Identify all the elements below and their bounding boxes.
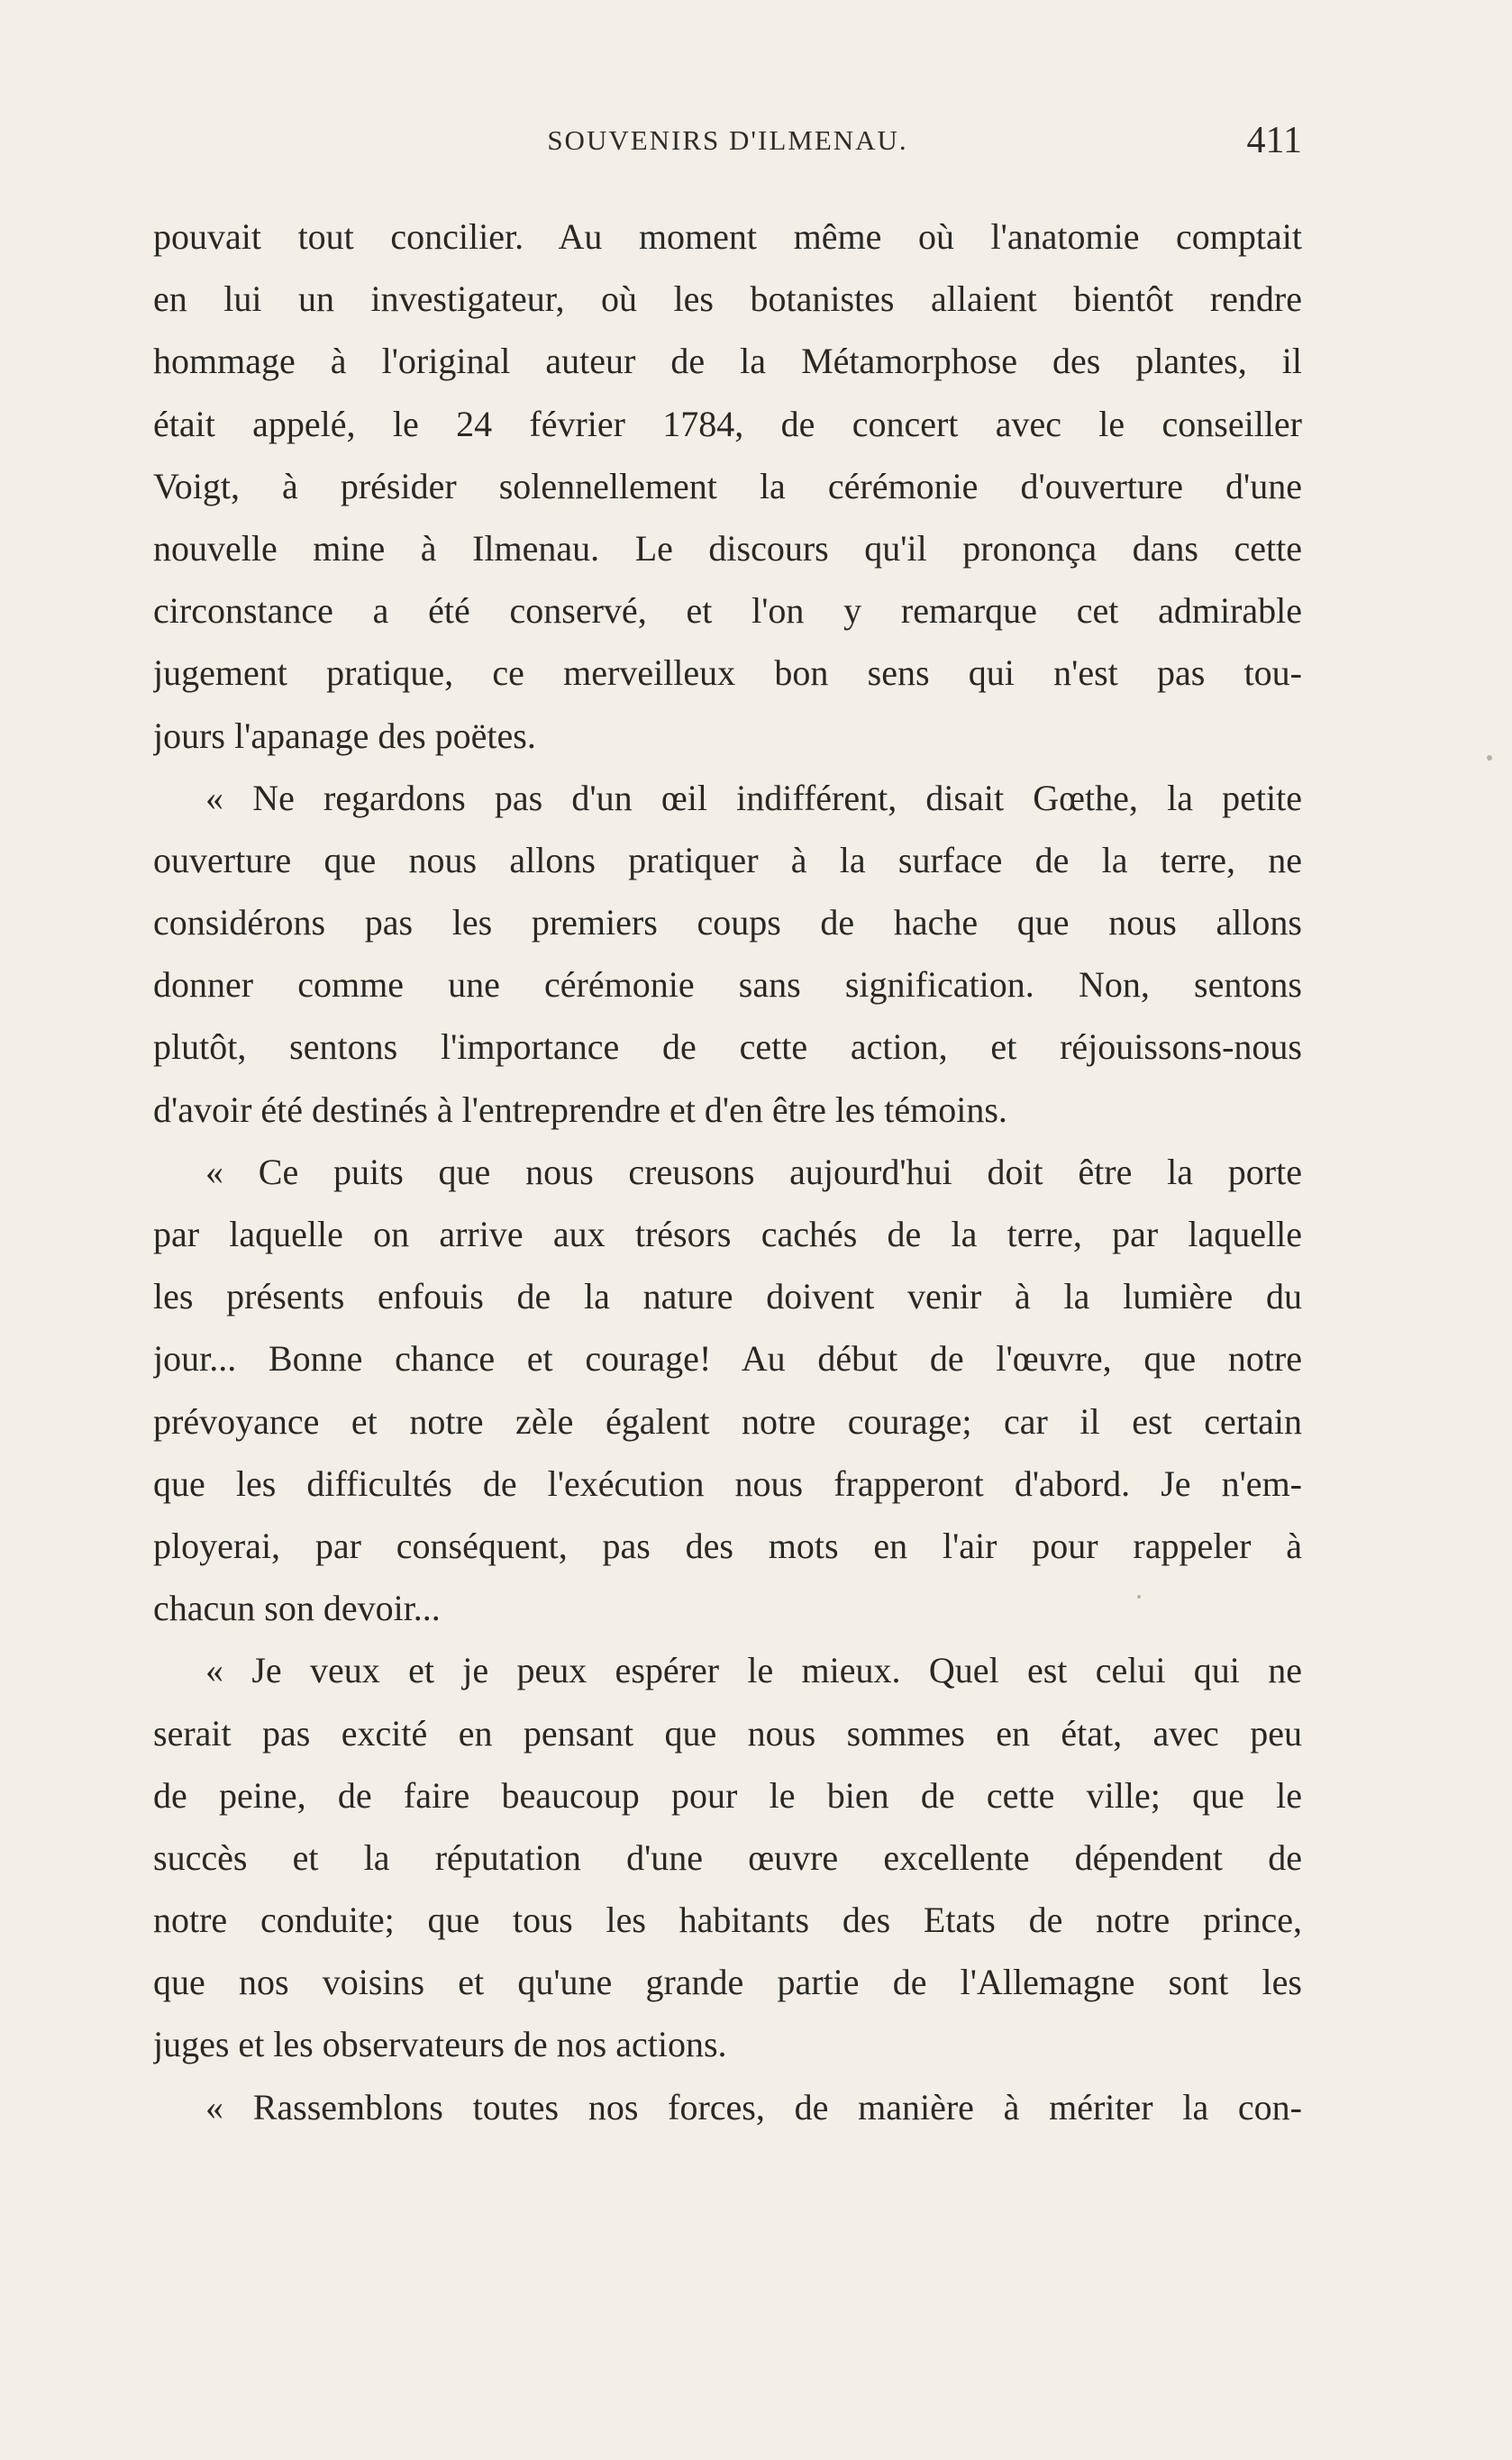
text-line: succès et la réputation d'une œuvre excellente dépendent de: [153, 1836, 1302, 1878]
text-line: de peine, de faire beaucoup pour le bien de cette ville; que le: [153, 1774, 1302, 1816]
running-title: SOUVENIRS D'ILMENAU.: [547, 124, 908, 156]
text-line: jour... Bonne chance et courage! Au début de l'œuvre, que notre: [153, 1338, 1302, 1380]
text-line: jugement pratique, ce merveilleux bon sens qui n'est pas tou-: [153, 652, 1302, 694]
text-line: en lui un investigateur, où les botanistes allaient bientôt rendre: [153, 278, 1302, 320]
text-line: notre conduite; que tous les habitants des Etats de notre prince,: [153, 1900, 1302, 1941]
text-line: considérons pas les premiers coups de hache que nous allons: [153, 902, 1302, 943]
text-line: hommage à l'original auteur de la Métamorphose des plantes, il: [153, 341, 1302, 382]
text-line: « Ne regardons pas d'un œil indifférent, disait Gœthe, la petite: [205, 777, 1302, 818]
text-line: d'avoir été destinés à l'entreprendre et d'en être les témoins.: [153, 1089, 1007, 1130]
text-line: ployerai, par conséquent, pas des mots en l'air pour rappeler à: [153, 1525, 1302, 1566]
text-line: circonstance a été conservé, et l'on y remarque cet admirable: [153, 590, 1302, 632]
paper-speck: [1487, 755, 1492, 761]
paragraph: [153, 1141, 1302, 1640]
text-line: nouvelle mine à Ilmenau. Le discours qu'il prononça dans cette: [153, 527, 1302, 569]
text-line: « Ce puits que nous creusons aujourd'hui doit être la porte: [205, 1151, 1302, 1192]
text-line: prévoyance et notre zèle égalent notre courage; car il est certain: [153, 1400, 1302, 1442]
text-line: jours l'apanage des poëtes.: [153, 715, 536, 756]
running-head: [153, 120, 1302, 169]
paragraph: [153, 767, 1302, 1141]
text-line: que les difficultés de l'exécution nous frapperont d'abord. Je n'em-: [153, 1462, 1302, 1504]
text-line: que nos voisins et qu'une grande partie de l'Allemagne sont les: [153, 1962, 1302, 2003]
text-line: « Je veux et je peux espérer le mieux. Quel est celui qui ne: [205, 1650, 1302, 1691]
paragraph: [153, 1639, 1302, 2075]
text-line: par laquelle on arrive aux trésors cachés de la terre, par laquelle: [153, 1214, 1302, 1254]
text-line: juges et les observateurs de nos actions.: [153, 2024, 727, 2065]
text-line: chacun son devoir...: [153, 1588, 441, 1629]
paragraph: [153, 205, 1302, 767]
paragraph: [153, 2076, 1302, 2138]
text-line: pouvait tout concilier. Au moment même où l'anatomie comptait: [153, 216, 1302, 257]
text-line: Voigt, à présider solennellement la cérémonie d'ouverture d'une: [153, 465, 1302, 506]
paper-speck: [1137, 1595, 1141, 1599]
body-text: [153, 205, 1302, 2138]
text-line: plutôt, sentons l'importance de cette action, et réjouissons-nous: [153, 1026, 1302, 1068]
text-line: était appelé, le 24 février 1784, de concert avec le conseiller: [153, 403, 1302, 444]
text-line: ouverture que nous allons pratiquer à la surface de la terre, ne: [153, 839, 1302, 880]
text-line: serait pas excité en pensant que nous sommes en état, avec peu: [153, 1712, 1302, 1754]
page-number: 411: [1246, 120, 1302, 161]
text-line: les présents enfouis de la nature doivent venir à la lumière du: [153, 1276, 1302, 1317]
text-line: donner comme une cérémonie sans signification. Non, sentons: [153, 964, 1302, 1006]
text-line: « Rassemblons toutes nos forces, de manière à mériter la con-: [205, 2086, 1302, 2127]
